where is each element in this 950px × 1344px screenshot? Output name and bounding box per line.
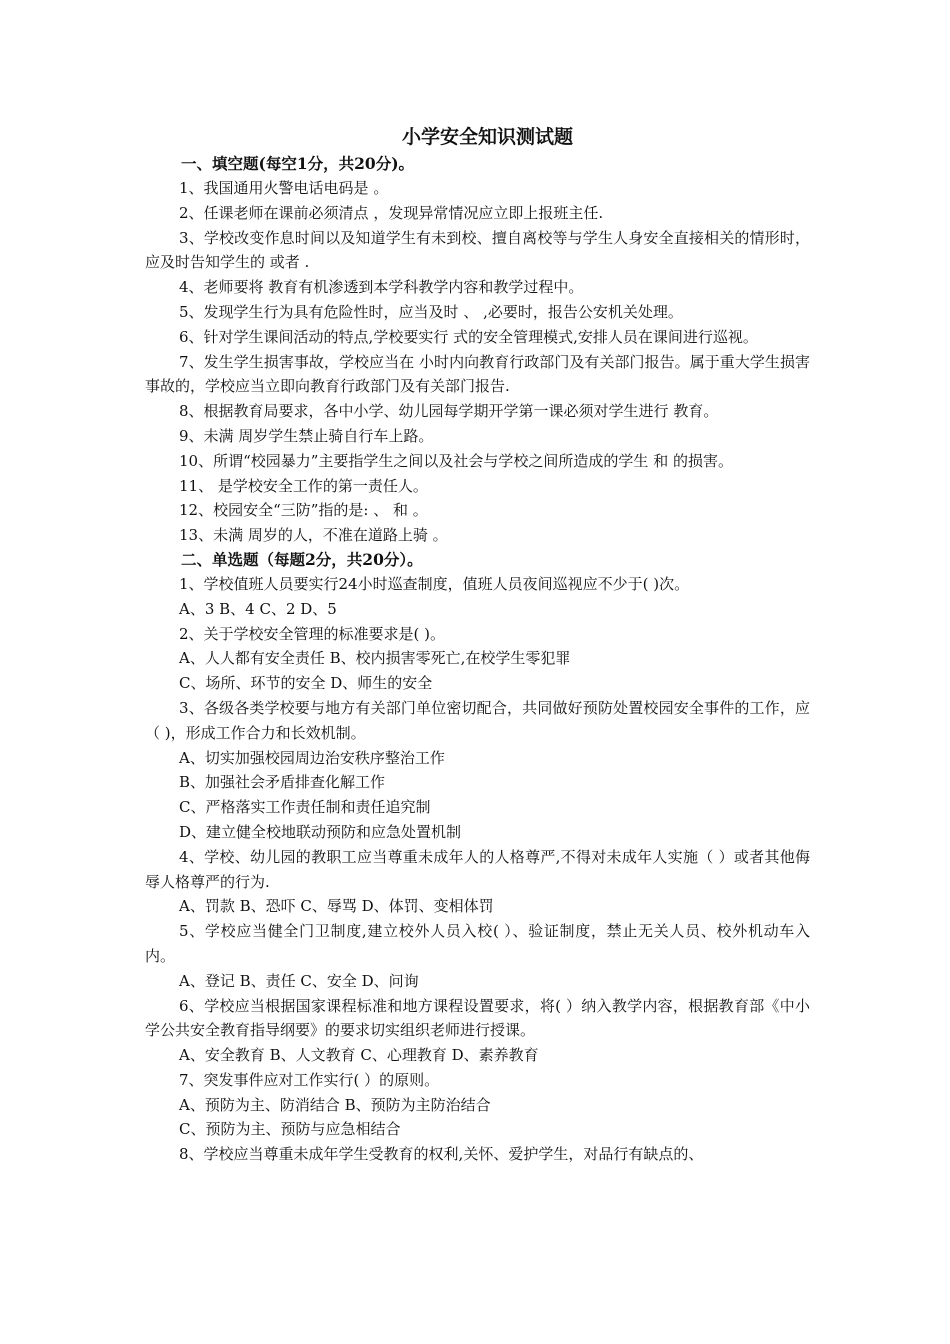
question-paragraph: 6、针对学生课间活动的特点,学校要实行 式的安全管理模式,安排人员在课间进行巡视。 (179, 327, 758, 346)
question-paragraph: 3、学校改变作息时间以及知道学生有未到校、擅自离校等与学生人身安全直接相关的情形时，应及时告知学生的 或者 . (145, 228, 810, 272)
question-paragraph: 7、发生学生损害事故，学校应当在 小时内向教育行政部门及有关部门报告。属于重大学生损害事故的，学校应当立即向教育行政部门及有关部门报告. (145, 352, 810, 396)
question-paragraph: 8、学校应当尊重未成年学生受教育的权利,关怀、爱护学生，对品行有缺点的、 (179, 1145, 704, 1164)
question-paragraph: 5、发现学生行为具有危险性时，应当及时 、 ,必要时，报告公安机关处理。 (179, 302, 683, 321)
document-title: 小学安全知识测试题 (401, 126, 573, 148)
question-paragraph: 1、我国通用火警电话电码是 。 (179, 179, 389, 197)
question-paragraph: 12、校园安全“三防”指的是: 、 和 。 (179, 501, 428, 520)
section-heading-fill-in: 一、填空题(每空1分，共20分)。 (181, 154, 415, 173)
answer-options: A、3 B、4 C、2 D、5 (179, 599, 337, 618)
question-paragraph: 5、学校应当健全门卫制度,建立校外人员入校( ）、验证制度，禁止无关人员、校外机动车入内。 (145, 922, 810, 965)
question-paragraph: 2、关于学校安全管理的标准要求是( )。 (179, 624, 446, 643)
question-paragraph: 2、任课老师在课前必须清点 ，发现异常情况应立即上报班主任. (179, 203, 604, 222)
answer-options: A、人人都有安全责任 B、校内损害零死亡,在校学生零犯罪 (179, 649, 571, 668)
question-paragraph: 9、未满 周岁学生禁止骑自行车上路。 (179, 426, 434, 445)
question-paragraph: 3、各级各类学校要与地方有关部门单位密切配合，共同做好预防处置校园安全事件的工作，应（ )，形成工作合力和长效机制。 (145, 698, 810, 742)
answer-option: B、加强社会矛盾排查化解工作 (179, 773, 386, 792)
question-paragraph: 4、学校、幼儿园的教职工应当尊重未成年人的人格尊严,不得对未成年人实施（ ）或者其他侮辱人格尊严的行为. (145, 847, 810, 891)
answer-options: A、登记 B、责任 C、安全 D、问询 (179, 971, 419, 990)
question-paragraph: 13、未满 周岁的人，不准在道路上骑 。 (179, 526, 448, 545)
answer-option: C、预防为主、预防与应急相结合 (179, 1120, 401, 1139)
answer-options: A、预防为主、防消结合 B、预防为主防治结合 (179, 1095, 491, 1114)
question-paragraph: 8、根据教育局要求，各中小学、幼儿园每学期开学第一课必须对学生进行 教育。 (179, 402, 719, 421)
document-body (145, 122, 810, 1167)
answer-options: C、场所、环节的安全 D、师生的安全 (179, 674, 433, 693)
answer-options: A、安全教育 B、人文教育 C、心理教育 D、素养教育 (179, 1046, 539, 1065)
answer-option: A、切实加强校园周边治安秩序整治工作 (179, 748, 445, 767)
question-paragraph: 7、突发事件应对工作实行( ）的原则。 (179, 1070, 440, 1089)
section-single-choice-questions (145, 572, 810, 1167)
section-fill-in-questions (145, 176, 810, 548)
section-heading-single-choice: 二、单选题（每题2分，共20分）。 (181, 549, 423, 569)
answer-option: C、严格落实工作责任制和责任追究制 (179, 798, 431, 817)
answer-options: A、罚款 B、恐吓 C、辱骂 D、体罚、变相体罚 (179, 897, 494, 916)
answer-option: D、建立健全校地联动预防和应急处置机制 (179, 822, 462, 841)
question-paragraph: 11、 是学校安全工作的第一责任人。 (179, 476, 428, 495)
question-paragraph: 4、老师要将 教育有机渗透到本学科教学内容和教学过程中。 (179, 278, 584, 297)
question-paragraph: 6、学校应当根据国家课程标准和地方课程设置要求，将( ）纳入教学内容，根据教育部《中小学公共安全教育指导纲要》的要求切实组织老师进行授课。 (145, 996, 810, 1040)
question-paragraph: 10、所谓“校园暴力”主要指学生之间以及社会与学校之间所造成的学生 和 的损害。 (179, 451, 733, 470)
question-paragraph: 1、学校值班人员要实行24小时巡查制度，值班人员夜间巡视应不少于( )次。 (179, 574, 690, 593)
